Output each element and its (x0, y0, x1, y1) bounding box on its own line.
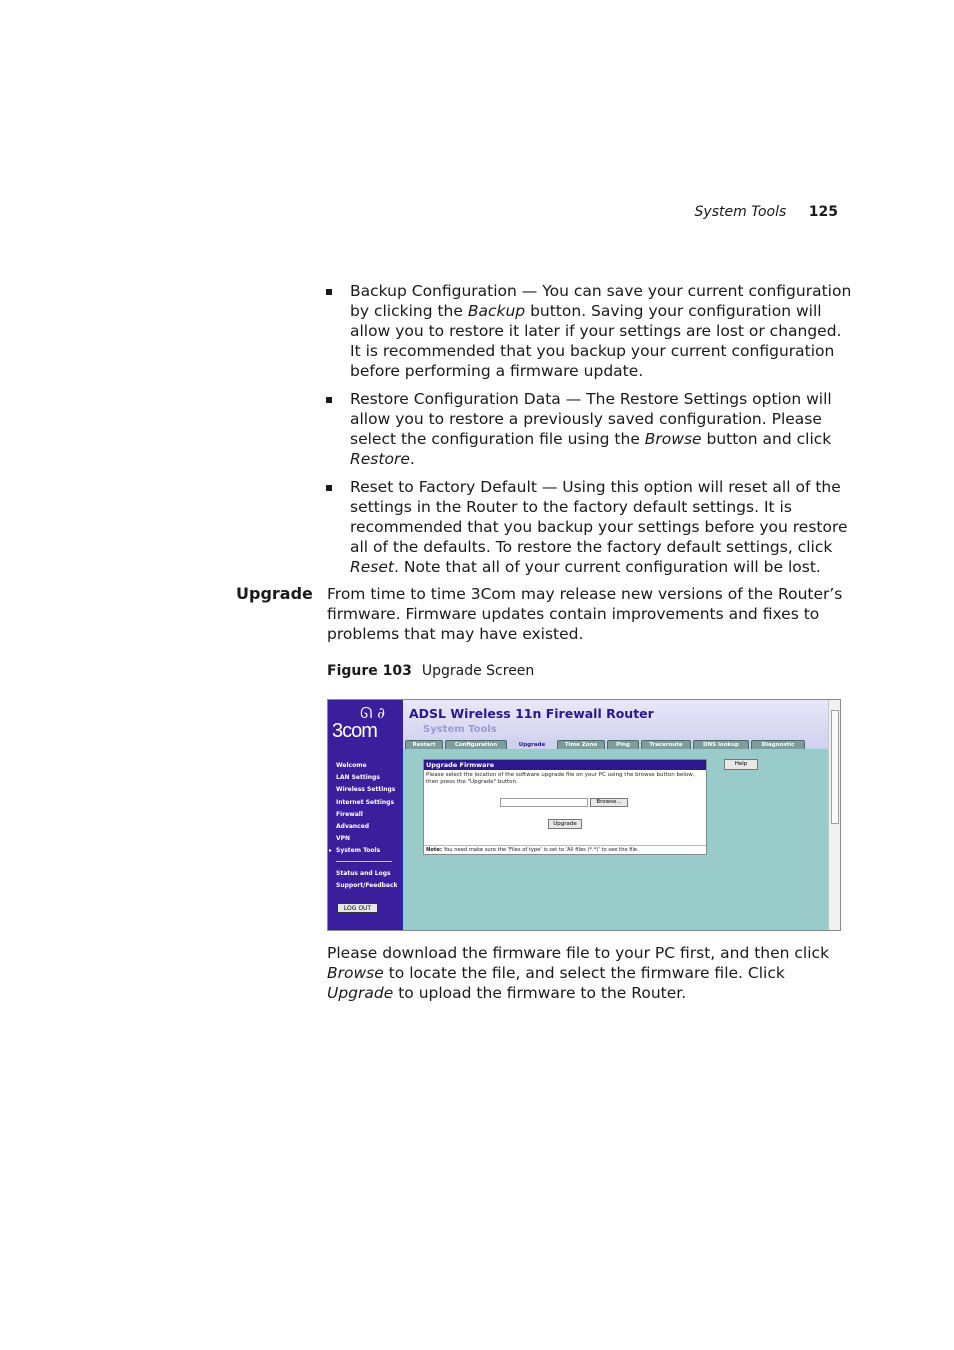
page-number: 125 (808, 204, 838, 220)
panel-instructions: Please select the location of the software upgrade file on your PC using the browse button below, then press the "Upgrade" button. (426, 772, 695, 785)
nav-item-lan-settings[interactable]: LAN Settings (336, 774, 380, 782)
panel-note (426, 847, 639, 854)
vertical-scrollbar[interactable] (828, 700, 840, 931)
tab-dns-lookup[interactable]: DNS lookup (693, 740, 749, 749)
bullet-backup-text: Backup Configuration — You can save your current configuration by clicking the Backup button. Saving your configuration will allow you to restore it later if your settings are lost or changed. It is recommended that you backup your current configuration before performing a firmware update. (350, 282, 852, 380)
note-text: You need make sure the 'Files of type' is set to 'All files (*.*)' to see the file. (441, 847, 639, 853)
bullet-restore (326, 389, 854, 469)
help-button[interactable]: Help (724, 759, 758, 770)
app-title: ADSL Wireless 11n Firewall Router (409, 706, 654, 721)
bullet-square-icon (326, 485, 332, 491)
browse-button[interactable]: Browse... (590, 798, 628, 807)
tab-configuration[interactable]: Configuration (445, 740, 507, 749)
nav-item-firewall[interactable]: Firewall (336, 810, 363, 818)
router-sidebar (328, 700, 403, 931)
nav-item-system-tools[interactable]: ▸ System Tools (336, 845, 395, 857)
panel-title: Upgrade Firmware (424, 760, 706, 770)
nav-item-status-and-logs[interactable]: Status and Logs (336, 870, 391, 877)
logout-button[interactable]: LOG OUT (337, 903, 378, 913)
figure-caption (327, 663, 534, 679)
nav-item-vpn[interactable]: VPN (336, 835, 351, 843)
running-head-section: System Tools (694, 204, 787, 220)
router-nav (336, 760, 395, 858)
tab-ping[interactable]: Ping (607, 740, 639, 749)
tab-restart[interactable]: Restart (405, 740, 443, 749)
figure-label: Figure 103 (327, 663, 412, 679)
upgrade-button[interactable]: Upgrade (548, 819, 582, 829)
router-nav-secondary (336, 868, 398, 892)
note-label: Note: (426, 847, 442, 853)
bullet-restore-text: Restore Configuration Data — The Restore Settings option will allow you to restore a previously saved configuration. Please select the configuration file using the Browse button and click Restore. (350, 390, 832, 468)
app-subtitle: System Tools (423, 724, 497, 735)
bullet-backup (326, 281, 854, 381)
tab-upgrade[interactable]: Upgrade (509, 740, 555, 749)
tab-diagnostic[interactable]: Diagnostic (751, 740, 805, 749)
router-header (403, 700, 830, 749)
upgrade-heading: Upgrade (236, 584, 313, 603)
figure-caption-text: Upgrade Screen (421, 663, 535, 679)
scrollbar-thumb[interactable] (831, 710, 839, 824)
tab-bar (403, 740, 830, 749)
upgrade-firmware-panel (423, 759, 707, 855)
bullet-square-icon (326, 289, 332, 295)
nav-item-advanced[interactable]: Advanced (336, 822, 370, 830)
nav-divider (336, 861, 392, 862)
bullet-list (326, 281, 854, 585)
upgrade-screenshot (327, 699, 841, 931)
running-head (695, 204, 838, 220)
bullet-reset (326, 477, 854, 577)
tab-traceroute[interactable]: Traceroute (641, 740, 691, 749)
nav-item-internet-settings[interactable]: Internet Settings (336, 798, 395, 806)
3com-logo: 3com (332, 720, 377, 742)
3com-logo-mark-icon: ᘏ ∂ (360, 704, 385, 722)
bullet-square-icon (326, 397, 332, 403)
nav-item-support-feedback[interactable]: Support/Feedback (336, 882, 398, 890)
tab-time-zone[interactable]: Time Zone (557, 740, 605, 749)
panel-divider (424, 845, 706, 846)
bullet-reset-text: Reset to Factory Default — Using this option will reset all of the settings in the Router to the factory default settings. It is recommended that you backup your settings before you restore all of the defaults. To restore the factory default settings, click Reset. Note that all of your current configuration will be lost. (350, 478, 848, 576)
nav-item-wireless-settings[interactable]: Wireless Settings (336, 786, 396, 794)
upgrade-paragraph: From time to time 3Com may release new versions of the Router’s firmware. Firmware updates contain improvements and fixes to problems that may have existed. (327, 585, 843, 643)
firmware-file-field[interactable] (500, 798, 588, 807)
closing-paragraph: Please download the firmware file to your PC first, and then click Browse to locate the file, and select the firmware file. Click Upgrade to upload the firmware to the Router. (327, 944, 830, 1002)
nav-item-welcome[interactable]: Welcome (336, 762, 367, 769)
